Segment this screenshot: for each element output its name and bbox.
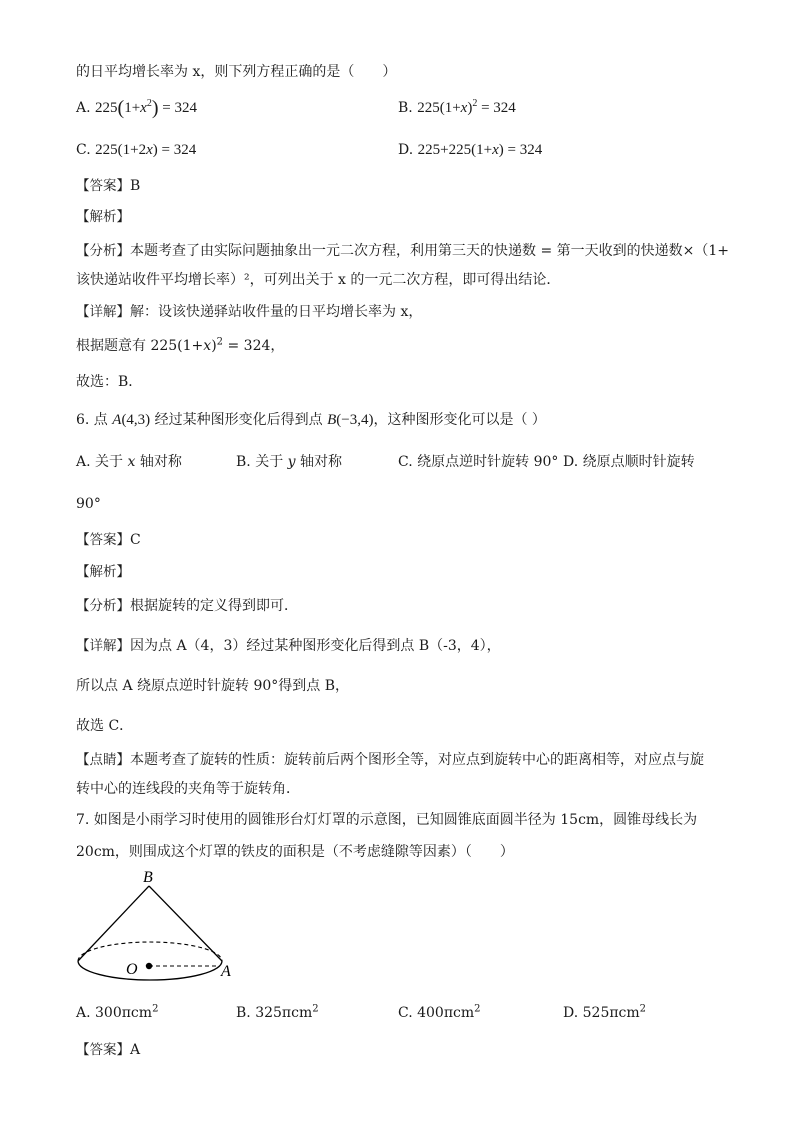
q5-fenxi-line-2: 该快递站收件平均增长率）²，可列出关于 x 的一元二次方程，即可得出结论．: [76, 272, 561, 288]
cone-left-slant: [78, 886, 149, 961]
q7-stem-line-2: 20cm，则围成这个灯罩的铁皮的面积是（不考虑缝隙等因素）（ ）: [76, 844, 514, 860]
q6-fenxi: 【分析】根据旋转的定义得到即可．: [76, 598, 298, 614]
q7-option-b[interactable]: B. 325πcm$^2$: [236, 1003, 319, 1021]
q6-answer: 【答案】C: [76, 532, 141, 548]
q6-option-d[interactable]: D. 绕原点顺时针旋转: [563, 454, 695, 470]
q6-detail-line-2: 所以点 A 绕原点逆时针旋转 90°得到点 B，: [76, 678, 350, 694]
q6-option-b[interactable]: B. 关于 y 轴对称: [236, 454, 343, 470]
q5-detail-line-2: 根据题意有 $225(1+x)^2 = 324$，: [76, 336, 285, 354]
q7-answer: 【答案】A: [76, 1042, 141, 1058]
q5-stem-tail: 的日平均增长率为 x，则下列方程正确的是（ ）: [76, 64, 397, 80]
q5-option-d[interactable]: D. 225+225(1+x) = 324: [398, 142, 543, 158]
q6-option-d-continued: 90°: [76, 496, 101, 512]
cone-right-slant: [149, 886, 222, 961]
label-b: B: [143, 869, 153, 886]
q5-option-a[interactable]: A. $225(1+x^2) = 324$: [76, 97, 197, 119]
q7-option-d[interactable]: D. 525πcm$^2$: [563, 1003, 647, 1021]
q7-option-c[interactable]: C. 400πcm$^2$: [398, 1003, 481, 1021]
q6-option-c[interactable]: C. 绕原点逆时针旋转 90°: [398, 454, 559, 470]
q6-detail-line-1: 【详解】因为点 A（4，3）经过某种图形变化后得到点 B（-3，4），: [76, 638, 501, 654]
label-o: O: [126, 961, 138, 978]
q5-choose: 故选：B．: [76, 374, 143, 390]
cone-figure: [70, 866, 250, 982]
cone-base-back-arc: [78, 942, 222, 961]
q7-stem-line-1: 7. 如图是小雨学习时使用的圆锥形台灯灯罩的示意图，已知圆锥底面圆半径为 15cm，圆锥母线长为: [76, 812, 698, 828]
q6-choose: 故选 C．: [76, 718, 134, 734]
q5-detail-line-1: 【详解】解：设该快递驿站收件量的日平均增长率为 x，: [76, 304, 423, 320]
label-a: A: [221, 963, 231, 980]
q6-option-a[interactable]: A. 关于 x 轴对称: [76, 454, 182, 470]
q6-stem: 6. 点 A(4,3) 经过某种图形变化后得到点 B(−3,4)，这种图形变化可以是（ ）: [76, 412, 546, 428]
q7-option-a[interactable]: A. 300πcm$^2$: [76, 1003, 159, 1021]
q5-answer: 【答案】B: [76, 178, 141, 194]
q6-dianjing-line-1: 【点睛】本题考查了旋转的性质：旋转前后两个图形全等，对应点到旋转中心的距离相等，对应点与旋: [76, 752, 704, 768]
q5-option-c[interactable]: C. 225(1+2x) = 324: [76, 142, 197, 158]
cone-center-dot: [146, 963, 152, 969]
q6-dianjing-line-2: 转中心的连线段的夹角等于旋转角．: [76, 781, 300, 797]
q6-analysis-heading: 【解析】: [76, 564, 130, 580]
q5-fenxi-line-1: 【分析】本题考查了由实际问题抽象出一元二次方程，利用第三天的快递数 = 第一天收到的快递数×（1+: [76, 243, 729, 259]
q5-analysis-heading: 【解析】: [76, 209, 130, 225]
q5-option-b[interactable]: B. $225(1+x)^2 = 324$: [398, 98, 516, 116]
